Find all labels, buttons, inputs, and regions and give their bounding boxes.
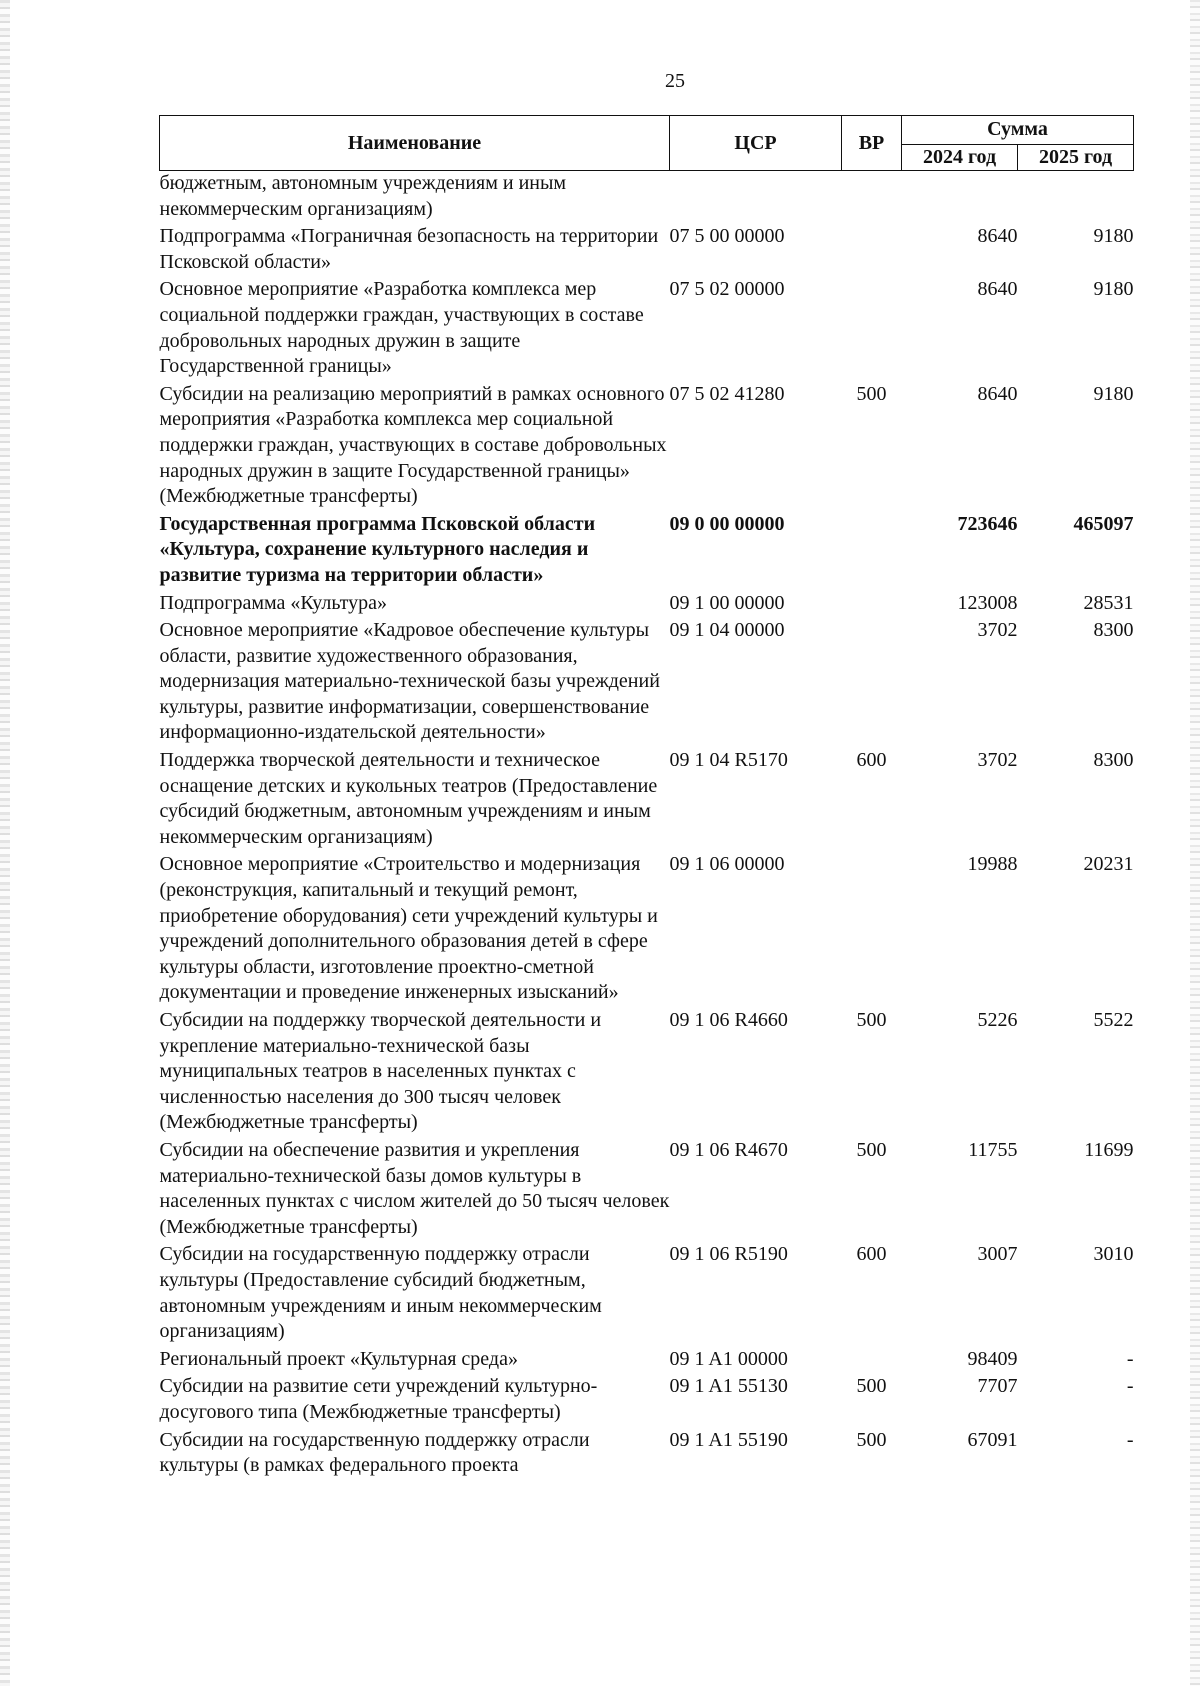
row-name: Основное мероприятие «Кадровое обеспечение культуры области, развитие художественного образования, модернизация материально-технической базы учреждений культуры, развитие информатизации, совершенствование информационно-издательской деятельности» xyxy=(159,619,660,744)
row-csr-code: 09 1 A1 55190 xyxy=(669,1428,788,1451)
row-amount-2024: 123008 xyxy=(957,591,1018,614)
table-header xyxy=(160,116,1134,171)
row-amount-2025: 465097 xyxy=(1073,512,1134,535)
row-name: Субсидии на государственную поддержку отрасли культуры (в рамках федерального проекта xyxy=(159,1428,590,1477)
row-amount-2024: 19988 xyxy=(967,853,1018,876)
table-row xyxy=(160,1242,1134,1346)
row-amount-2024: 723646 xyxy=(957,512,1018,535)
row-csr-code: 09 1 06 R4660 xyxy=(669,1009,788,1031)
row-name: Государственная программа Псковской области «Культура, сохранение культурного наследия и развитие туризма на территории области» xyxy=(159,512,596,586)
row-csr-code: 09 0 00 00000 xyxy=(669,512,785,535)
row-amount-2024: 67091 xyxy=(967,1428,1018,1451)
table-row xyxy=(160,382,1134,512)
row-vr-code xyxy=(842,224,902,277)
row-amount-2025: 11699 xyxy=(1084,1138,1134,1161)
header-sum: Сумма xyxy=(902,116,1134,145)
row-amount-2025 xyxy=(1018,171,1134,225)
row-csr-code: 09 1 06 00000 xyxy=(669,853,785,876)
row-amount-2025: - xyxy=(1126,1347,1134,1370)
row-vr-code: 500 xyxy=(856,1375,887,1398)
scan-edge-right xyxy=(1190,0,1200,1686)
row-vr-code xyxy=(842,277,902,381)
row-csr-code xyxy=(670,171,842,225)
row-amount-2024: 8640 xyxy=(977,278,1018,301)
row-amount-2025: 9180 xyxy=(1093,278,1134,301)
row-name: Субсидии на государственную поддержку отрасли культуры (Предоставление субсидий бюджетным, автономным учреждениям и иным некоммерческим организациям) xyxy=(159,1243,602,1343)
table-row xyxy=(160,1374,1134,1427)
row-name: Субсидии на обеспечение развития и укрепления материально-технической базы домов культуры в населенных пунктах с числом жителей до 50 тысяч человек (Межбюджетные трансферты) xyxy=(159,1138,670,1238)
row-name: бюджетным, автономным учреждениям и иным некоммерческим организациям) xyxy=(159,172,567,220)
row-amount-2025: - xyxy=(1126,1428,1134,1451)
row-amount-2024: 3702 xyxy=(977,619,1018,642)
row-vr-code xyxy=(842,512,902,591)
header-year-2024: 2024 год xyxy=(902,144,1018,170)
row-csr-code: 09 1 A1 00000 xyxy=(669,1347,788,1370)
table-row xyxy=(160,1008,1134,1138)
table-row xyxy=(160,852,1134,1008)
table-row xyxy=(160,512,1134,591)
row-name: Основное мероприятие «Строительство и модернизация (реконструкция, капитальный и текущий ремонт, приобретение оборудования) сети учреждений культуры и учреждений дополнительного образования детей в сфере культуры области, изготовление проектно-сметной документации и проведение инженерных изысканий» xyxy=(159,853,658,1004)
table-row xyxy=(160,277,1134,381)
row-vr-code: 500 xyxy=(856,1428,887,1451)
table-body xyxy=(160,171,1134,1481)
row-name: Основное мероприятие «Разработка комплекса мер социальной поддержки граждан, участвующих в составе добровольных народных дружин в защите Государственной границы» xyxy=(159,278,644,378)
row-amount-2025: 28531 xyxy=(1083,591,1134,614)
row-amount-2024: 7707 xyxy=(977,1375,1018,1398)
row-amount-2025: 3010 xyxy=(1093,1243,1134,1266)
row-vr-code xyxy=(842,171,902,225)
row-csr-code: 09 1 06 R5190 xyxy=(669,1243,788,1266)
table-row xyxy=(160,618,1134,748)
header-vr: ВР xyxy=(842,116,902,171)
row-csr-code: 09 1 04 R5170 xyxy=(669,749,788,772)
row-amount-2024: 5226 xyxy=(977,1009,1018,1031)
row-amount-2024: 3702 xyxy=(977,749,1018,772)
row-vr-code: 500 xyxy=(856,382,887,405)
row-vr-code: 600 xyxy=(856,749,887,772)
row-amount-2024: 8640 xyxy=(977,382,1018,405)
row-amount-2025: 9180 xyxy=(1093,225,1134,248)
row-amount-2024: 8640 xyxy=(977,225,1018,248)
row-csr-code: 09 1 06 R4670 xyxy=(669,1138,788,1161)
row-csr-code: 09 1 00 00000 xyxy=(669,591,785,614)
row-name: Подпрограмма «Культура» xyxy=(159,591,388,614)
row-amount-2024: 3007 xyxy=(977,1243,1018,1266)
row-amount-2024: 98409 xyxy=(967,1347,1018,1370)
row-name: Подпрограмма «Пограничная безопасность на территории Псковской области» xyxy=(159,225,659,273)
header-name: Наименование xyxy=(160,116,670,171)
row-csr-code: 07 5 00 00000 xyxy=(669,225,785,248)
row-name: Региональный проект «Культурная среда» xyxy=(159,1347,518,1370)
row-csr-code: 07 5 02 00000 xyxy=(669,278,785,301)
table-row xyxy=(160,224,1134,277)
row-amount-2025: 8300 xyxy=(1093,749,1134,772)
table-row xyxy=(160,171,1134,225)
row-amount-2025: 20231 xyxy=(1083,853,1134,876)
table-row xyxy=(160,591,1134,619)
row-name: Субсидии на развитие сети учреждений культурно-досугового типа (Межбюджетные трансферты) xyxy=(159,1375,598,1423)
scan-edge-left xyxy=(0,0,10,1686)
row-name: Поддержка творческой деятельности и техническое оснащение детских и кукольных театров (Предоставление субсидий бюджетным, автономным учреждениям и иным некоммерческим организациям) xyxy=(159,749,658,848)
row-amount-2025: 5522 xyxy=(1093,1009,1134,1031)
row-amount-2025: 8300 xyxy=(1093,619,1134,642)
budget-table xyxy=(159,115,1134,1481)
table-row xyxy=(160,748,1134,852)
row-amount-2025: 9180 xyxy=(1093,382,1134,405)
row-vr-code: 500 xyxy=(856,1009,887,1031)
header-year-2025: 2025 год xyxy=(1018,144,1134,170)
page-number: 25 xyxy=(665,70,685,92)
row-vr-code: 500 xyxy=(856,1138,887,1161)
row-amount-2024: 11755 xyxy=(968,1138,1018,1161)
row-vr-code xyxy=(842,591,902,619)
row-csr-code: 07 5 02 41280 xyxy=(669,382,785,405)
row-vr-code xyxy=(842,852,902,1008)
row-vr-code xyxy=(842,618,902,748)
row-csr-code: 09 1 A1 55130 xyxy=(669,1375,788,1398)
header-csr: ЦСР xyxy=(670,116,842,171)
row-name: Субсидии на поддержку творческой деятельности и укрепление материально-технической базы муниципальных театров в населенных пунктах с численностью населения до 300 тысяч человек (Межбюджетные трансферты) xyxy=(159,1009,602,1134)
row-amount-2024 xyxy=(902,171,1018,225)
row-csr-code: 09 1 04 00000 xyxy=(669,619,785,642)
table-row xyxy=(160,1138,1134,1242)
row-vr-code xyxy=(842,1347,902,1375)
row-name: Субсидии на реализацию мероприятий в рамках основного мероприятия «Разработка комплекса мер социальной поддержки граждан, участвующих в составе добровольных народных дружин в защите Государственной границы» (Межбюджетные трансферты) xyxy=(159,382,667,508)
row-vr-code: 600 xyxy=(856,1243,887,1266)
table-row xyxy=(160,1428,1134,1481)
row-amount-2025: - xyxy=(1126,1375,1134,1398)
table-row xyxy=(160,1347,1134,1375)
